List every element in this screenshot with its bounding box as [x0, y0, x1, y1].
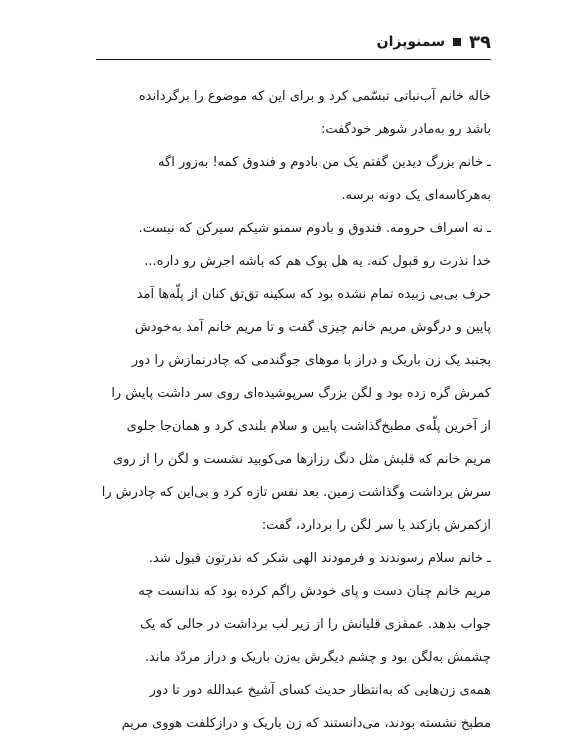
text-line: همه‌ی زن‌هایی که به‌انتظار حدیث کسای آشیخ عبدالله دور تا دور	[149, 683, 491, 698]
running-header	[96, 30, 491, 54]
text-line: چشمش به‌لگن بود و چشم دیگرش به‌زن باریک و دراز مردّد ماند.	[144, 650, 491, 665]
text-line: مریم خانم چنان دست و پای خودش راگم کرده بود که ندانست چه	[138, 584, 491, 599]
text-line: به‌هرکاسه‌ای یک دونه برسه.	[341, 188, 491, 203]
header-rule	[96, 59, 491, 60]
text-line: ـ خانم بزرگ دیدین گفتم یک من بادوم و فندوق کمه! به‌زور اگه	[158, 155, 491, 170]
book-title: سمنوپزان	[376, 34, 446, 50]
text-line: خاله خانم آب‌نباتی تبسّمی کرد و برای این که موضوع را برگردانده	[138, 89, 491, 104]
text-line: کمرش گره زده بود و لگن بزرگ سرپوشیده‌ای روی سر داشت پایش را	[111, 386, 491, 401]
body-text	[96, 80, 491, 740]
header-separator-square	[453, 38, 461, 46]
text-line: پایین و درگوش مریم خانم چیزی گفت و تا مریم خانم آمد به‌خودش	[134, 320, 491, 335]
text-line: جواب بدهد. عمقزی قلیانش را از زیر لب برداشت در حالی که یک	[140, 617, 491, 632]
text-line: مریم خانم که قلبش مثل دنگ رزازها می‌کوبید نشست و لگن را از روی	[112, 452, 491, 467]
text-line: حرف بی‌بی زبیده تمام نشده بود که سکینه تق‌تق کنان از پلّه‌ها آمد	[136, 287, 491, 302]
page-number: ۳۹	[469, 31, 491, 53]
text-line: باشد رو به‌مادر شوهر خودگفت:	[320, 122, 491, 137]
text-line: از آخرین پلّه‌ی مطبخ‌گذاشت پایین و سلام بلندی کرد و همان‌جا جلوی	[126, 419, 491, 434]
text-line: بجنبد یک زن باریک و دراز با موهای جوگندمی که چادرنمازش را دور	[131, 353, 491, 368]
text-line: خدا نذرت رو قبول کنه. یه هل پوک هم که باشه اجرش رو داره...	[144, 254, 491, 269]
text-line: ـ نه اسراف حرومه. فندوق و بادوم سمنو شیکم سیرکن که نیست.	[138, 221, 491, 236]
text-line: ازکمرش بازکند یا سر لگن را بردارد، گفت:	[261, 518, 491, 533]
text-line: ـ خانم سلام رسوندند و فرمودند الهی شکر که نذرتون قبول شد.	[148, 551, 491, 566]
text-line: مطبخ نشسته بودند، می‌دانستند که زن باریک و درازکلفت هووی مریم	[121, 716, 491, 731]
text-line: سرش برداشت وگذاشت زمین. بعد نفس تازه کرد و بی‌این که چادرش را	[101, 485, 491, 500]
